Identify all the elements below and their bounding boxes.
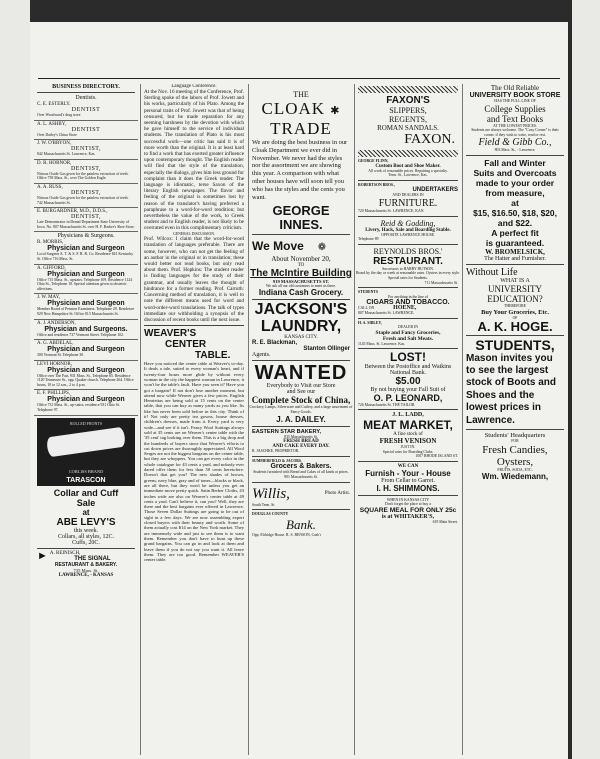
wanted-line3: and See our [286, 389, 316, 396]
suits-prices: $15, $16.50, $18, $20, [473, 207, 557, 218]
ladd-line6: Special rates for Boarding Clubs. [382, 449, 434, 454]
willis-photo-artist: Photo Artist. [324, 490, 350, 496]
mason-line1: STUDENTS, [475, 337, 555, 354]
shimmons-line3: From Cellar to Garret. [381, 477, 435, 484]
george-innes: GEORGE INNES. [272, 203, 330, 232]
mason-line2: Mason invites you to see the largest stock of Boots and Shoes and the lowest prices in Lawrence. [466, 352, 557, 426]
livery-line2: Livery, Hack, Sale and Boarding Stable. [365, 227, 451, 233]
listing-info: Office and residence 737 Vermont Street. Telephone 102. [37, 332, 124, 337]
reynolds-line1: REYNOLDS BROS.' [373, 246, 443, 256]
listing-title: DENTIST, [70, 165, 102, 172]
listing-title: Physician and Surgeon [47, 270, 125, 278]
lost-amount: $5.00 [395, 375, 421, 387]
livery-line3: OPPOSITE LAWRENCE HOUSE. [380, 232, 435, 237]
flinn-line1: Custom Boot and Shoe Maker. [375, 163, 441, 169]
flinn-line2: All work of reasonable prices. Repairing a specialty. [368, 168, 448, 173]
bank-line2: Bank. [286, 516, 316, 532]
listing-name: A. G. ABDELAL, [37, 341, 74, 347]
bookstore-line5: and Text Books [486, 113, 544, 124]
collar-ad-top: ROLLED FRONTS [69, 420, 103, 426]
hoge-line4: THEREFORE [504, 303, 526, 308]
reinisch-city: LAWRENCE, - KANSAS [58, 572, 114, 578]
bakery-line1: FRESH BREAD [283, 439, 319, 445]
wiedemann-line1: Students' Headquarters [484, 432, 546, 440]
willis-address: South Tenn. St. [252, 502, 276, 507]
reynolds-restaurant: RESTAURANT. [373, 255, 443, 267]
listing-info: Member Board of Pension Examiners. Telephone 29. Residence 929 New Hampshire St. Office 813 Massachusetts St. [37, 307, 135, 316]
listing-info: 842 Massachusetts St. Lawrence, Kas. [37, 152, 96, 157]
listing-name: J. W. O'BRYON, [37, 141, 72, 147]
faxon-line3: REGENTS, [389, 115, 427, 124]
ladd-address: 1007 RHODE ISLAND ST. [415, 454, 458, 459]
bakery-line2: AND CAKE EVERY DAY. [272, 444, 330, 450]
ladd-line5: JUST IN. [400, 445, 416, 450]
reynolds-address: 711 Massachusetts St. [424, 280, 458, 285]
robertson-furniture: FURNITURE. [378, 197, 438, 209]
collar-sale-store: ABE LEVY'S [56, 516, 116, 528]
weaver-text: Have you noticed the center table at Weaver's to-day. It deals a tale, suited to every woman's heart, and if twenty-four hours more glide by without every woman in the city the happiest woman in Lawrence, it won't be the table's fault. Have you seen it? Have you got a bargain? If not don't lose another moment, but attend now while Weaver gives a few prices. English Henriettas are being sold at 15 cents on the center table, that you can buy as many yards as you like. Its like has never been sold before in this city. Think of it! Not only are pretty tea gowns, house dresses, children's dresses, made from it. Every yard is very wide—and see if it isn't. Fancy Wool Suitings always sold at 35 cents are on Weaver's center table with the '35 cent' tag looking over them. This is a big drop and the hundreds of buyers since that Weaver's efforts to cut down prices are thoroughly appreciated. All Wool Serges are not the biggest bargains on the center table, but they are whoppers. You can get every color in the whole catalogue for 43 cents a yard, and nobody ever dared offer them for less than 50 cents heretofore. Doesn't that get you? The new shades of brown, greens, navy blue, gray and of tones—blacks or black, are all there, but they won't be unless you get an immediate move pretty quick. Satin Berber Cloths, 43 inches wide are also on Weaver's center table at 49 cents a yard. Can't believe it, can you? Well, they are there and the best bargains ever offered in Lawrence. Those Seven Dollar Suitings are going to be out of sight in a few days. We are now assembling expert closed buyers with their beauty and worth. Some of them actually cost $14 on the New York market. They are immensely wide and just to see them is to want them. Remember you don't have to hunt up these grand bargains. You can go in and look at them and leave them if you do not say you want it. All leave them. They are too good. Remember WEAVER'S center table. [144, 361, 244, 563]
weaver-heading-3: TABLE. [195, 350, 231, 362]
sibley-line2: Staple and Fancy Groceries, [375, 329, 441, 336]
shimmons-line1: WE CAN [397, 463, 419, 469]
hoge-line6: OF [512, 315, 518, 320]
directory-listing [34, 160, 138, 184]
suits-line4: from measure, [485, 187, 545, 198]
listing-name: A. GIFFORD, [37, 265, 66, 271]
directory-listing [34, 320, 138, 341]
collar-ad-image [37, 418, 135, 486]
reynolds-line4: Board by the day or week at reasonable rates. Oysters in every style. Special rates for Students. [356, 271, 460, 280]
we-move-line1: We Move [252, 238, 304, 253]
faxon-line2: SLIPPERS, [389, 106, 427, 115]
listing-title: DENTIST, [70, 146, 102, 153]
listing-title: Physician and Surgeon [47, 366, 125, 374]
suits-line9: is guaranteed. [485, 237, 545, 248]
listing-name: J. W. MAY, [37, 295, 60, 301]
conference-heading: Language Conference. [171, 84, 217, 89]
wiedemann-line2: FOR [511, 439, 519, 444]
laundry-agent-2: Stanton Ollinger [303, 346, 350, 353]
dailey: J. A. DAILEY. [276, 414, 326, 424]
directory-listing [34, 340, 138, 361]
listing-info: Late Demonstrator in Dental Department State University of Iowa. No. 807 Massachusetts St. over H. F. Barker's Shoe Store. [37, 220, 135, 229]
bookstore-line7: Students are always welcome. The "Cozy Corner" is their corner, if they wish to write, read or rest. [471, 128, 559, 137]
column-conference-weaver [140, 84, 247, 755]
weaver-heading-2: CENTER [165, 339, 207, 351]
cloak-text: We are doing the best business in our Cloak Department we ever did in November. We never had the styles nor the assortment we are showing this year. A comparison with what other houses have will soon tell you who has the styles and the cents you want. [252, 139, 348, 201]
bookstore-line4: College Supplies [484, 103, 546, 114]
wiedemann-line5: FRUITS, SODA, ETC. [497, 467, 533, 472]
listing-info: Over Dailey's China Store [37, 132, 77, 137]
dentists-heading: Dentists. [75, 95, 97, 101]
collar-sale-line2: Sale [76, 497, 96, 508]
newspaper-page [30, 22, 568, 759]
listing-info: Office 715 Mass. St., upstairs. Telephone 109. Residence 1124 Ohio St., Telephone 18. Special attention given to obstetric affections. [37, 277, 133, 291]
directory-listing [34, 184, 138, 208]
livery-line4: Telephone 89 [358, 237, 379, 242]
leonard: O. P. LEONARD, [373, 392, 443, 403]
collar-sale-collars: Collars, all styles, 12C. [58, 533, 114, 540]
laundry: LAUNDRY, [260, 317, 342, 335]
bakery-address: 835 Massachusetts St. [284, 434, 318, 439]
column-business-directory [34, 84, 138, 755]
conference-text-2: Prof. Wilcox: I claim that the word-for-word translation of languages preferable. There are some, however, who can not get the feeling of an author in the original or in translation; these would better not read books, but only read about them. Prof. Hopkins: The student reader is finding languages for the study of their grammar, and usually leaves the thought of hindrance for a former reading. Prof. Carruth: Concerning method of translation, it is well to note the different means used for word and word-order-word translations. The talk of types immediate our withholding a synopsis of the discussion of recent books until the next issue. [144, 236, 244, 323]
listing-name: A. A. RUSS, [37, 184, 63, 190]
laundry-city: KANSAS CITY. [284, 335, 318, 341]
collar-sale-line5: this week. [73, 527, 99, 534]
column-cloak-trade [248, 84, 353, 755]
sibley-line1: DEALER IN [398, 325, 418, 330]
we-move-line6: We ask all our old customers to meet us there. [266, 283, 336, 288]
ornament-bar-2 [358, 150, 458, 157]
faxon-line1: FAXON'S [386, 95, 430, 106]
left-page-edge [0, 0, 30, 759]
collar-sale-cuffs: Cuffs, 20C. [72, 539, 100, 546]
mcintire-building: The McIntire Building [250, 267, 352, 279]
reinisch-line1: THE SIGNAL [74, 555, 111, 562]
reynolds-line3: Successors to HARRY HUTSON. [382, 266, 434, 271]
directory-listing [34, 390, 138, 415]
ornament-bar [358, 86, 458, 93]
bakery-heading: EASTERN STAR BAKERY, [252, 428, 321, 435]
directory-listing [34, 239, 138, 264]
hoge-line3: UNIVERSITY EDUCATION? [487, 283, 543, 304]
lost-heading: LOST! [390, 350, 426, 365]
listing-title: Physician and Surgeon [47, 396, 125, 404]
suits-line3: made to your order [475, 177, 555, 188]
listing-name: A. J. ANDERSON, [37, 320, 76, 326]
we-move-line2: About November 20, [271, 254, 331, 263]
laundry-agents: Agents. [252, 352, 271, 359]
arrow-icon: ► [37, 549, 48, 562]
listing-name: R. MORRIS, [37, 240, 64, 246]
reinisch-address: 735 Mass. St. [73, 567, 99, 573]
directory-listing [34, 101, 138, 121]
whitaker-line1: WHEN IN KANSAS CITY [386, 497, 430, 502]
whitaker-line4: is at WHITAKER'S, [381, 514, 435, 521]
robertson-address: 720 Massachusetts St. LAWRENCE, KAN. [358, 208, 425, 213]
ladd-venison: FRESH VENISON [379, 437, 437, 446]
listing-title: DENTIST [71, 107, 101, 113]
right-page-edge [572, 0, 600, 759]
suits-line1: Fall and Winter [484, 157, 546, 168]
conference-text: At the Nov. 16 meeting of the Conference, Prof. Sterling spoke of the labors of Prof. Jowett and his works, particularly of his Plato. Among the personal traits of Prof. Jowett was that of being censured, but he made reparation for any seeming harshness by the devotion with which he gave himself to the service of individual students. The translation of Plato is his most successful work—one critic has said it is of more worth than the original. It is at least hard to find a work that has exerted greater influence upon contemporary thought. The English reader will find that the style of the translation, especially the dialogs, gives him less ground for complaint than it does the Greek reader. The language is idiomatic, terse Saxon of the literary English newspaper. The flavor and feeling of the original is sometimes lost by reason of the translator's having preferred a paraphrase to a word-for-word rendition; but nevertheless the value of the work, to Greek student and to English reader, is not likely to be overrated even in this complimentary criticism. [144, 89, 244, 232]
laundry-agent-1: R. E. Blackman, [252, 340, 298, 347]
whitaker-address: 619 Main Street. [432, 520, 458, 525]
bookstore-address: 803 Mass. St., - Lawrence. [494, 148, 536, 153]
bank-line1: DOUGLAS COUNTY [252, 512, 289, 517]
wanted-line5: Crockery, Lamps, Silverware and Cutlery, and a large assortment of Fancy Goods. [249, 405, 353, 415]
hoene-line2: For anything in the line of [388, 294, 428, 299]
bookstore-line6: AT THE LOWEST PRICES. [493, 123, 537, 128]
hoene-line1: STUDENTS [358, 290, 379, 295]
listing-info: Nitrous Oxide Gas given for the painless extraction of teeth. Office 739 Mass. St., over The Golden Eagle. [37, 171, 129, 181]
listing-info: Office 731 Mass. St., up-stairs; residence 931 Ohio St. Telephone 97. [37, 403, 120, 413]
hoene-line4: CALL ON [358, 306, 375, 311]
ladd-line1: J. L. LADD, [392, 412, 424, 419]
directory-listing [34, 265, 138, 295]
reinisch-name: A. REINISCH, [49, 550, 81, 556]
wanted-heading: WANTED [254, 362, 348, 385]
listing-info: Nitrous Oxide Gas given for the painless extraction of teeth. 742 Massachusetts St. [37, 195, 129, 205]
listing-info: Over Woodward's drug store [37, 113, 81, 117]
bookstore-line2: UNIVERSITY BOOK STORE [469, 92, 561, 99]
hoge-line1: Without Life [466, 266, 518, 278]
listing-title: Physician and Surgeon [47, 300, 125, 308]
listing-info: Local Surgeon A. T. & S. F. R. R. Co. Residence 841 Kentucky St. Office 716 Mass. St. [37, 252, 134, 261]
robertson-name: ROBERTSON BROS., [358, 182, 395, 187]
wanted-line2: Everybody to Visit our Store [266, 383, 336, 390]
suits-line8: A perfect fit [491, 227, 539, 238]
directory-header: BUSINESS DIRECTORY. [52, 84, 120, 90]
summerfield-line2: Grocers & Bakers. [270, 463, 332, 471]
star-icon: ✱ [330, 105, 341, 117]
hoge-line5: Buy Your Groceries, Etc. [481, 308, 549, 316]
listing-name: A. L. ASHBY, [37, 121, 66, 127]
bromelsick-name: W. BROMELSICK, [485, 247, 545, 256]
trade-word: TRADE [270, 119, 332, 138]
physicians-heading: Physicians & Surgeons. [57, 233, 115, 240]
cloak-trade-heading [249, 99, 353, 139]
sibley-address: 1145 Mass. St. Lawrence, Kas. [358, 341, 406, 346]
flinn-address: Tenn. St., Lawrence, Kas. [388, 173, 428, 178]
robertson-line1: UNDERTAKERS [412, 187, 458, 194]
directory-listing [34, 121, 138, 141]
suits-line2: Suits and Overcoats [473, 167, 557, 178]
listing-name: C. E. ESTERLY. [37, 102, 71, 107]
ladd-line3: A fine stock of [393, 432, 423, 438]
top-rule [38, 78, 560, 79]
willis: Willis, [252, 485, 290, 502]
listing-title: DENTIST, [70, 189, 102, 196]
collar-sale-line3: at [82, 507, 90, 517]
wiedemann-line4: Oysters, [496, 455, 534, 468]
hoene-name: HOENE, [393, 305, 417, 312]
bakery-owner: R. JASCHKE, PROPRIETOR. [252, 449, 300, 454]
livery-line1: Reid & Godding, [380, 218, 436, 228]
listing-name: D. R. HORNOR, [37, 160, 72, 166]
listing-name: LEVI HORNOR, [37, 361, 72, 367]
bromelsick-line10: The Hatter and Furnisher. [484, 255, 546, 262]
listing-title: Physician and Surgeons. [44, 325, 128, 333]
wanted-line4: Complete Stock of China, [251, 395, 351, 406]
physicians-list [34, 239, 138, 415]
directory-listing [34, 140, 138, 160]
suits-line7: and $22. [497, 217, 533, 228]
lost-address: 726 Massachusetts St. THE TAILOR. [358, 402, 416, 407]
collar-ad-middle: CORLISS BRAND [68, 468, 104, 474]
directory-listing [34, 361, 138, 391]
reinisch-line2: RESTAURANT & BAKERY. [54, 561, 118, 568]
hoene-address: 807 Massachusetts St. LAWRENCE. [358, 310, 415, 315]
listing-name: E. F. PHILLIPS, [37, 391, 71, 397]
listing-info: 300 Vermont St. Telephone 30. [37, 353, 85, 358]
dentists-list [34, 101, 138, 232]
listing-name: E. BURGARDNER, M.D., D.D.S., [37, 209, 108, 215]
bookstore-line3: HAS THE FULL LINE OF [494, 99, 536, 103]
whitaker-line2: Don't forget the place to buy a [385, 502, 431, 507]
listing-title: Physician and Surgeon [47, 346, 125, 354]
ladd-meat-market: MEAT MARKET, [363, 418, 453, 433]
flinn-name: GEORGE FLINN, [358, 159, 389, 163]
listing-title: DENTIST, [70, 214, 102, 221]
wiedemann-name: Wm. Wiedemann, [481, 472, 549, 482]
hoge-name: A. K. HOGE. [477, 319, 553, 335]
directory-listing [34, 294, 138, 319]
suits-line5: at [511, 197, 519, 208]
we-move-line3: TO [297, 262, 305, 268]
shimmons-line2: Furnish - Your - House [365, 468, 451, 478]
bank-line3: Opp. Eldridge House. R. S. BENSON, Cash'r [252, 532, 322, 537]
indiana-cash-grocery: Indiana Cash Grocery. [258, 288, 344, 298]
jacksons: JACKSON'S [254, 301, 348, 319]
robertson-line2: AND DEALERS IN [392, 193, 424, 198]
sibley-line3: Fresh and Salt Meats. [382, 335, 434, 342]
wiedemann-line3: Fresh Candies, [482, 443, 548, 456]
cloak-word: CLOAK [261, 99, 326, 118]
hoene-line3: CIGARS AND TOBACCO. [366, 299, 450, 307]
summerfield-line3: Students furnished with Bread and Cakes of all kinds at prices. [253, 470, 349, 475]
we-move-address: 919 MASSACHUSETTS ST. [272, 278, 330, 284]
directory-listing [34, 208, 138, 232]
bookstore-line1: The Old Reliable [490, 84, 540, 92]
general-discussion-heading: GENERAL DISCUSSION. [173, 231, 215, 236]
listing-info: Office over The Fair, 931 Mass. St., Telephone 65. Residence 1120 Tennessee St., opp. Quaker church. Telephone 264. Office hours, 10 to 12 a.m., 2 to 4 p.m. [37, 373, 134, 387]
faxon-name: FAXON. [404, 132, 455, 147]
summerfield-address: 901 Massachusetts St. [284, 475, 318, 480]
hoge-line2: WHAT IS A [500, 277, 530, 284]
lost-line1: Between the Postoffice and Watkins National Bank. [364, 363, 452, 376]
column-faxon [354, 84, 461, 755]
swirl-icon: ❁ [317, 241, 327, 253]
cloak-the: THE [293, 90, 309, 99]
column-bookstore [462, 84, 567, 755]
sibley-name: H. A. SIBLEY, [358, 320, 382, 325]
listing-title: Physician and Surgeon [47, 245, 125, 253]
weaver-heading-1: WEAVER'S [144, 328, 197, 340]
collar-sale-line1: Collar and Cuff [53, 487, 119, 498]
faxon-line4: ROMAN SANDALS. [377, 124, 439, 132]
summerfield-line1: SUMMERFIELD & JACOBS, [252, 458, 302, 463]
collar-shape [46, 426, 126, 457]
shimmons-name: I. H. SHIMMONS. [376, 483, 440, 493]
whitaker-line3: SQUARE MEAL FOR ONLY 25c [359, 507, 457, 515]
field-gibb: Field & Gibb Co., [478, 137, 552, 149]
collar-ad-brand: TARASCON [66, 476, 106, 484]
listing-title: DENTIST [71, 126, 101, 133]
lost-line2: By not buying your Fall Suit of [370, 386, 446, 393]
